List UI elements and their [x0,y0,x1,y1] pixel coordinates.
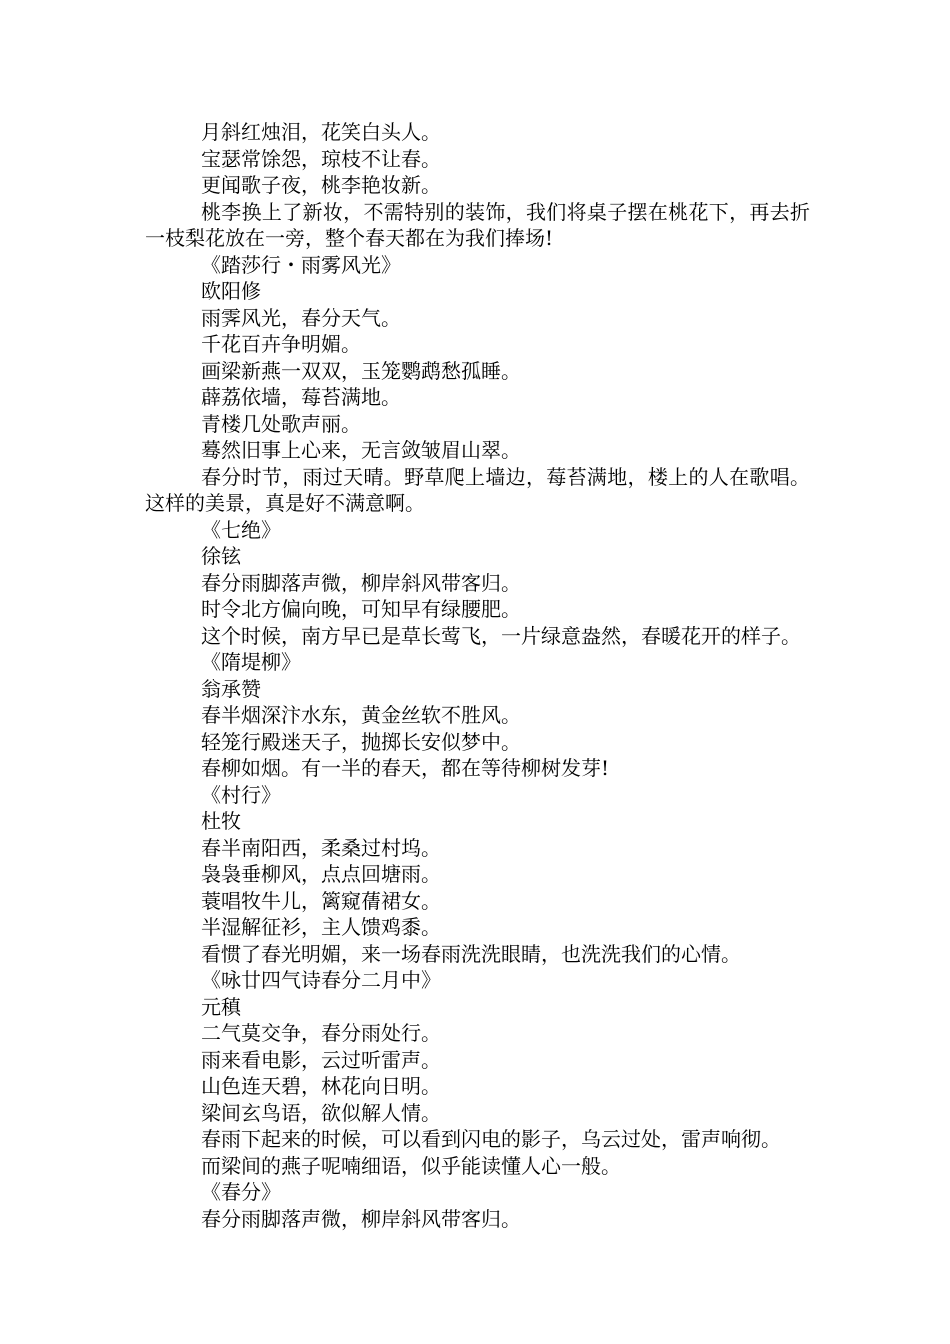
text-line: 更闻歌子夜，桃李艳妆新。 [201,173,441,197]
text-line: 杜牧 [201,809,241,833]
text-line: 《隋堤柳》 [201,650,301,674]
text-line: 翁承赞 [201,676,261,701]
text-line: 春分雨脚落声微，柳岸斜风带客归。 [201,1206,521,1231]
text-line: 宝瑟常馀怨，琼枝不让春。 [201,146,441,171]
text-line: 千花百卉争明媚。 [201,332,361,356]
text-line: 而梁间的燕子呢喃细语，似乎能读懂人心一般。 [201,1153,621,1178]
text-line: 袅袅垂柳风，点点回塘雨。 [201,862,441,886]
text-line: 雨来看电影，云过听雷声。 [201,1047,441,1072]
text-line: 春半烟深汴水东，黄金丝软不胜风。 [201,703,521,727]
body-paragraph: 桃李换上了新妆，不需特别的装饰，我们将桌子摆在桃花下，再去折一枝梨花放在一旁，整个春天都在为我们捧场! [145,199,810,250]
text-line: 青楼几处歌声丽。 [201,411,361,436]
text-line: 月斜红烛泪，花笑白头人。 [201,120,441,144]
text-line: 徐铉 [201,544,241,568]
text-line: 春分雨脚落声微，柳岸斜风带客归。 [201,570,521,595]
text-line: 春半南阳西，柔桑过村坞。 [201,835,441,860]
text-line: 《七绝》 [201,517,281,542]
text-line: 梁间玄鸟语，欲似解人情。 [201,1100,441,1125]
body-paragraph: 这个时候，南方早已是草长莺飞，一片绿意盎然，春暖花开的样子。 [201,623,801,648]
text-line: 半湿解征衫，主人馈鸡黍。 [201,915,441,939]
text-line: 雨霁风光，春分天气。 [201,305,401,330]
text-line: 《咏廿四气诗春分二月中》 [201,968,441,992]
text-line: 山色连天碧，林花向日明。 [201,1074,441,1098]
text-line: 轻笼行殿迷天子，抛掷长安似梦中。 [201,729,521,754]
text-line: 《踏莎行・雨雾风光》 [201,252,401,277]
text-line: 《春分》 [201,1180,281,1204]
body-paragraph: 春分时节，雨过天晴。野草爬上墙边，莓苔满地，楼上的人在歌唱。这样的美景，真是好不满意啊。 [145,464,810,515]
text-line: 时令北方偏向晚，可知早有绿腰肥。 [201,597,521,621]
body-paragraph: 春雨下起来的时候，可以看到闪电的影子，乌云过处，雷声响彻。 [201,1127,781,1151]
text-line: 蓑唱牧牛儿，篱窥蒨裙女。 [201,888,441,913]
article-body [145,119,810,1232]
text-line: 二气莫交争，春分雨处行。 [201,1021,441,1045]
text-line: 画梁新燕一双双，玉笼鹦鹉愁孤睡。 [201,358,521,383]
text-line: 春柳如烟。有一半的春天，都在等待柳树发芽! [201,756,610,780]
text-line: 欧阳修 [201,279,261,303]
text-line: 蓦然旧事上心来，无言敛皱眉山翠。 [201,438,521,462]
text-line: 元稹 [201,994,241,1019]
text-line: 看惯了春光明媚，来一场春雨洗洗眼睛，也洗洗我们的心情。 [201,941,741,966]
text-line: 《村行》 [201,782,281,807]
text-line: 薜荔依墙，莓苔满地。 [201,385,401,409]
